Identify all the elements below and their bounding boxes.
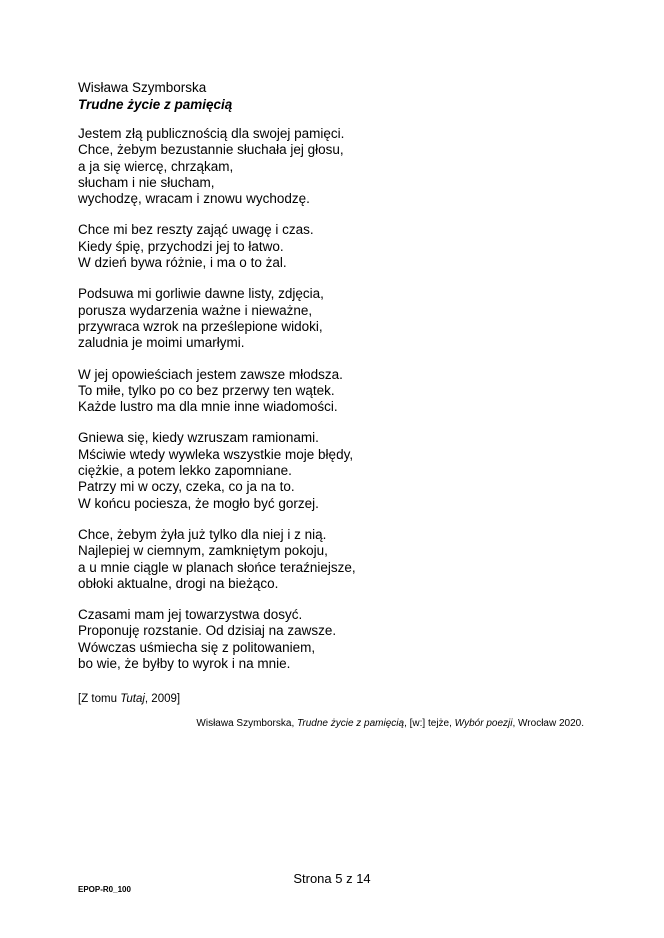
stanza	[78, 367, 598, 416]
stanza	[78, 286, 598, 351]
poem-line: wychodzę, wracam i znowu wychodzę.	[78, 191, 310, 207]
stanza	[78, 126, 598, 207]
stanza	[78, 607, 598, 672]
poem-line: Kiedy śpię, przychodzi jej to łatwo.	[78, 238, 284, 254]
poem-line: bo wie, że byłby to wyrok i na mnie.	[78, 656, 291, 672]
source-note-suffix: , 2009]	[144, 693, 181, 705]
citation-title: Trudne życie z pamięcią	[297, 718, 405, 729]
stanza	[78, 527, 598, 592]
poem-line: Patrzy mi w oczy, czeka, co ja na to.	[78, 479, 295, 495]
poem-line: słucham i nie słucham,	[78, 174, 215, 190]
poem-line: Chce, żebym bezustannie słuchała jej głosu,	[78, 142, 344, 158]
source-note	[78, 692, 180, 706]
citation-book: Wybór poezji	[454, 718, 513, 729]
poem-line: Czasami mam jej towarzystwa dosyć.	[78, 607, 303, 623]
poem-line: Każde lustro ma dla mnie inne wiadomości.	[78, 399, 338, 415]
poem-body	[78, 126, 598, 687]
stanza	[78, 222, 598, 271]
poem-line: Jestem złą publicznością dla swojej pamięci.	[78, 126, 345, 141]
citation-end: , Wrocław 2020.	[512, 718, 584, 729]
poem-line: a u mnie ciągle w planach słońce teraźniejsze,	[78, 559, 356, 575]
poem-line: a ja się wiercę, chrząkam,	[78, 158, 234, 174]
source-note-volume: Tutaj	[120, 693, 145, 705]
poem-line: To miłe, tylko po co bez przerwy ten wątek.	[78, 382, 335, 398]
poem-line: porusza wydarzenia ważne i nieważne,	[78, 302, 313, 318]
poem-line: Proponuję rozstanie. Od dzisiaj na zawsze.	[78, 623, 337, 639]
citation	[196, 717, 584, 730]
stanza	[78, 430, 598, 511]
poem-line: Gniewa się, kiedy wzruszam ramionami.	[78, 430, 319, 446]
poem-line: Wówczas uśmiecha się z politowaniem,	[78, 639, 316, 655]
poem-line: Chce mi bez reszty zająć uwagę i czas.	[78, 222, 314, 238]
citation-middle: , [w:] tejże,	[404, 718, 455, 729]
poem-line: zaludnia je moimi umarłymi.	[78, 335, 245, 351]
poem-line: przywraca wzrok na prześlepione widoki,	[78, 318, 323, 334]
source-note-prefix: [Z tomu	[78, 693, 121, 705]
poem-line: Podsuwa mi gorliwie dawne listy, zdjęcia,	[78, 286, 324, 302]
exam-code: EPOP-R0_100	[78, 885, 131, 894]
poem-author: Wisława Szymborska	[78, 80, 207, 95]
poem-line: W dzień bywa różnie, i ma o to żal.	[78, 255, 287, 271]
poem-line: obłoki aktualne, drogi na bieżąco.	[78, 575, 279, 591]
poem-title: Trudne życie z pamięcią	[78, 97, 233, 112]
poem-line: W jej opowieściach jestem zawsze młodsza.	[78, 366, 343, 382]
citation-author: Wisława Szymborska,	[196, 718, 297, 729]
poem-line: Najlepiej w ciemnym, zamkniętym pokoju,	[78, 543, 328, 559]
poem-line: ciężkie, a potem lekko zapomniane.	[78, 463, 292, 479]
poem-line: W końcu pociesza, że mogło być gorzej.	[78, 495, 319, 511]
page-number: Strona 5 z 14	[293, 871, 371, 886]
poem-line: Chce, żebym żyła już tylko dla niej i z nią.	[78, 526, 327, 542]
poem-line: Mściwie wtedy wywleka wszystkie moje błędy,	[78, 446, 354, 462]
